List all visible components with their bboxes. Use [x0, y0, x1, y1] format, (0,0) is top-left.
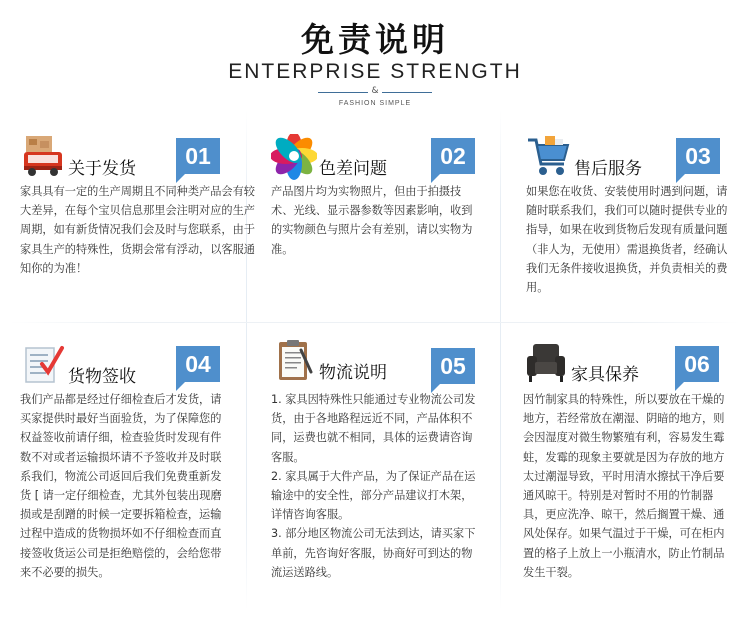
card-body — [526, 182, 730, 297]
shopping-cart-icon — [526, 134, 572, 180]
card-body — [20, 390, 222, 582]
card-title: 关于发货 — [68, 159, 136, 179]
page-header — [0, 0, 750, 110]
card-text: 因竹制家具的特殊性，所以要放在干燥的地方，若经常放在潮湿、阴暗的地方，则会因湿度对微生物繁殖有利，容易发生霉蛀，发霉的现象主要就是因为存放的地方太过潮湿导致，平时用清水擦拭干净后要通风晾干。特别是对暂时不用的竹制器具，更应洗净、晾干，然后搁置干燥、通风处保存。如果气温过于干燥，可在柜内置的格子上放上一小瓶清水，防止竹制品发生干裂。 — [523, 393, 725, 579]
decorative-divider-right — [382, 92, 432, 93]
number-badge: 02 — [431, 138, 475, 174]
card-title: 家具保养 — [571, 365, 639, 385]
number-badge: 04 — [176, 346, 220, 382]
card-title: 色差问题 — [319, 159, 387, 179]
page-subtitle: ENTERPRISE STRENGTH — [228, 60, 522, 83]
card-text: 3. 部分地区物流公司无法到达，请买家下单前，先咨询好客服，协商好可到达的物流运送路线。 — [271, 527, 476, 579]
card-text: 1. 家具因特殊性只能通过专业物流公司发货，由于各地路程远近不同，产品体积不同，运费也就不相同，具体的运费请咨询客服。 — [271, 393, 476, 464]
card-title: 物流说明 — [319, 363, 387, 383]
card-text: 我们产品都是经过仔细检查后才发货，请买家提供时最好当面验货，为了保障您的权益签收前请仔细，检查验货时发现有件数不对或者运输损坏请不予签收并及时联系我们，物流公司返回后我们免费重新发货 [ 请一定仔细检查，尤其外包装出现磨损或是刮蹭的时候一定要拆箱检查，运输过程中造成的货物损坏如不仔细检查而直接签收货运公司是拒绝赔偿的，会给您带来不必要的损失。 — [20, 393, 222, 579]
row-divider — [10, 322, 740, 323]
card-title: 售后服务 — [574, 159, 642, 179]
number-badge: 03 — [676, 138, 720, 174]
card-text: 如果您在收货、安装使用时遇到问题，请随时联系我们，我们可以随时提供专业的指导，如果在收到货物后发现有质量问题（非人为，无使用）需退换货者，经确认我们无条件接收退换货，并负责相关的费用。 — [526, 185, 728, 295]
number-badge: 01 — [176, 138, 220, 174]
card-text: 2. 家具属于大件产品，为了保证产品在运输途中的安全性，部分产品建议打木架，详情咨询客服。 — [271, 469, 476, 522]
delivery-truck-icon — [20, 134, 66, 180]
number-badge: 06 — [675, 346, 719, 382]
card-body — [20, 182, 256, 278]
checklist-icon — [20, 342, 66, 388]
ampersand-mark: & — [371, 86, 379, 96]
page-title: 免责说明 — [301, 20, 449, 59]
card-body — [271, 390, 478, 582]
card-body — [523, 390, 730, 582]
number-badge: 05 — [431, 348, 475, 384]
card-body — [271, 182, 475, 259]
color-palette-icon — [271, 134, 317, 180]
page-tagline: FASHION SIMPLE — [338, 100, 412, 107]
card-text: 家具具有一定的生产周期且不同种类产品会有较大差异，在每个宝贝信息那里会注明对应的生产周期，如有新货情况我们会及时与您联系，由于家具生产的特殊性，货期会常有浮动，以客服通知你的为准！ — [20, 185, 255, 275]
column-divider — [500, 110, 501, 610]
armchair-icon — [523, 340, 569, 386]
card-text: 产品图片均为实物照片，但由于拍摄技术、光线、显示器参数等因素影响，收到的实物颜色与照片会有差别，请以实物为准。 — [271, 185, 473, 256]
card-title: 货物签收 — [68, 367, 136, 387]
clipboard-icon — [271, 338, 317, 384]
